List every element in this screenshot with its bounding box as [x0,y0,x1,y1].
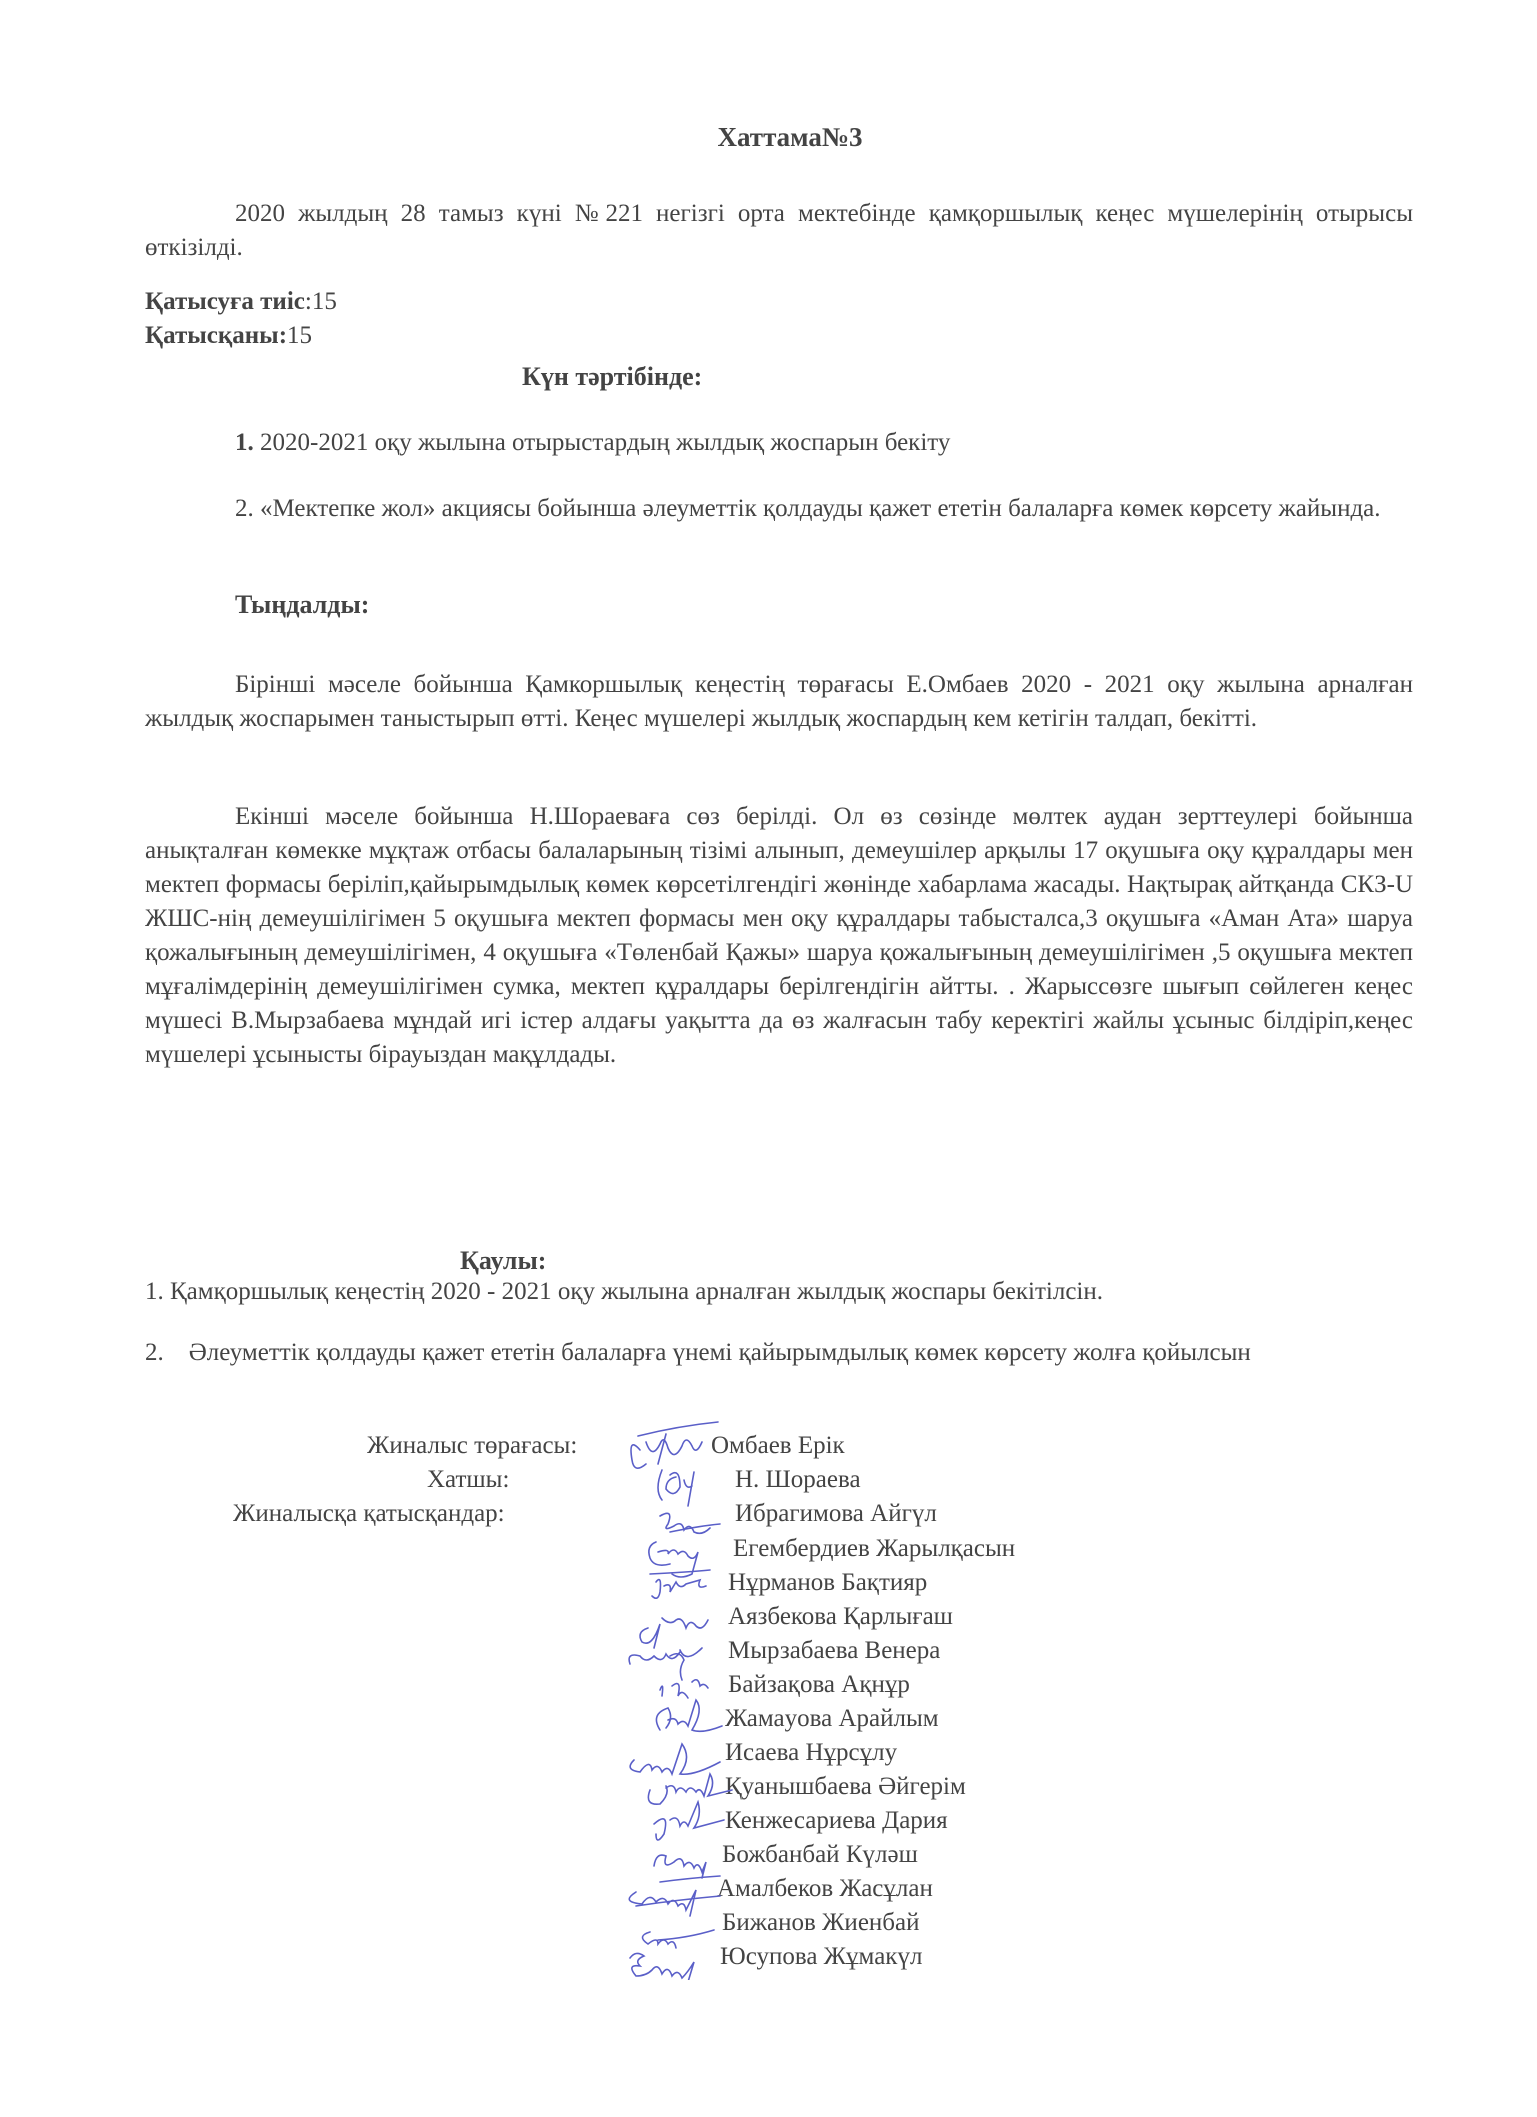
chair-label: Жиналыс төрағасы: [367,1432,578,1459]
heard-heading: Тыңдалды: [235,590,370,619]
signatory-name: Жамаyова Арайлым [725,1705,939,1732]
signatory-name: Омбаев Ерік [711,1432,845,1459]
signatory-name: Исаева Нұрсұлу [725,1739,898,1766]
agenda-item-1 [145,426,1413,460]
signatory-name: Байзақова Ақнұр [728,1671,910,1698]
document-title: Хаттама№3 [717,122,863,152]
attendance-present-value: 15 [287,322,313,349]
attendance-present-label: Қатысқаны: [145,322,288,349]
attendance-expected-label: Қатысуға тиіс [145,288,305,315]
signatory-name: Н. Шораева [735,1466,861,1493]
secretary-label: Хатшы: [427,1466,510,1493]
signatory-name: Қуанышбаева Әйгерім [725,1773,966,1800]
signatory-name: Мырзабаева Венера [728,1637,941,1664]
agenda-item-number: 2. [235,495,254,522]
intro-paragraph: 2020 жылдың 28 тамыз күні №221 негізгі орта мектебінде қамқоршылық кеңес мүшелерінің отырысы өткізілді. [145,200,1413,261]
attendance-expected-value: :15 [304,288,337,315]
agenda-heading: Күн тәртібінде: [522,362,703,391]
signatory-name: Егембердиев Жарылқасын [733,1535,1016,1562]
signatory-name: Ибрагимова Айгүл [735,1500,937,1527]
attendees-label: Жиналысқа қатысқандар: [233,1500,505,1527]
signatory-name: Кенжесариева Дария [725,1807,948,1834]
signatory-name: Юсупова Жұмакүл [720,1943,923,1970]
resolution-heading: Қаулы: [460,1246,547,1275]
agenda-item-text: «Мектепке жол» акциясы бойынша әлеуметтік қолдауды қажет ететін балаларға көмек көрсету жайында. [253,495,1381,522]
agenda-item-2 [145,492,1413,526]
attendance-present [145,322,312,350]
agenda-item-number: 1. [235,429,254,456]
signatory-name: Нұрманов Бақтияр [728,1569,928,1596]
heard-paragraph-2: Екінші мәселе бойынша Н.Шораеваға сөз берілді. Ол өз сөзінде мөлтек аудан зерттеулері бойынша анықталған көмекке мұқтаж отбасы балаларының тізімі алынып, демеушілер арқылы 17 оқушыға оқу құралдары мен мектеп формасы беріліп,қайырымдылық көмек көрсетілгендігі жөнінде хабарлама жасады. Нақтырақ айтқанда СКЗ-U ЖШС-нің демеушілігімен 5 оқушыға мектеп формасы мен оқу құралдары табысталса,3 оқушыға «Аман Ата» шаруа қожалығының демеушілігімен, 4 оқушыға «Төленбай Қажы» шаруа қожалығының демеушілігімен ,5 оқушыға мектеп мұғалімдерінің демеушілігімен сумка, мектеп құралдары берілгендігін айтты. . Жарыссөзге шығып сөйлеген кеңес мүшесі В.Мырзабаева мұндай игі істер алдағы уақытта да өз жалғасын табу керектігі жайлы ұсыныс білдіріп,кеңес мүшелері ұсынысты бірауыздан мақұлдады. [145,803,1413,1068]
signatory-name: Аязбекова Қарлығаш [728,1603,953,1630]
signatory-name: Божбанбай Күләш [722,1841,918,1868]
resolution-item-2: 2. Әлеуметтік қолдауды қажет ететін балаларға үнемі қайырымдылық көмек көрсету жолға қойылсын [145,1339,1251,1366]
agenda-item-text: 2020-2021 оқу жылына отырыстардың жылдық жоспарын бекіту [253,429,951,456]
heard-paragraph-1: Бірінші мәселе бойынша Қамкоршылық кеңестің төрағасы Е.Омбаев 2020 - 2021 оқу жылына арналған жылдық жоспарымен таныстырып өтті. Кеңес мүшелері жылдық жоспардың кем кетігін талдап, бекітті. [145,671,1413,732]
signatory-name: Амалбеков Жасұлан [717,1875,933,1902]
signatory-name: Бижанов Жиенбай [722,1909,920,1936]
resolution-item-1: 1. Қамқоршылық кеңестің 2020 - 2021 оқу жылына арналған жылдық жоспары бекітілсін. [145,1278,1103,1305]
handwritten-signatures-icon [610,1420,740,1980]
attendance-expected [145,288,337,316]
